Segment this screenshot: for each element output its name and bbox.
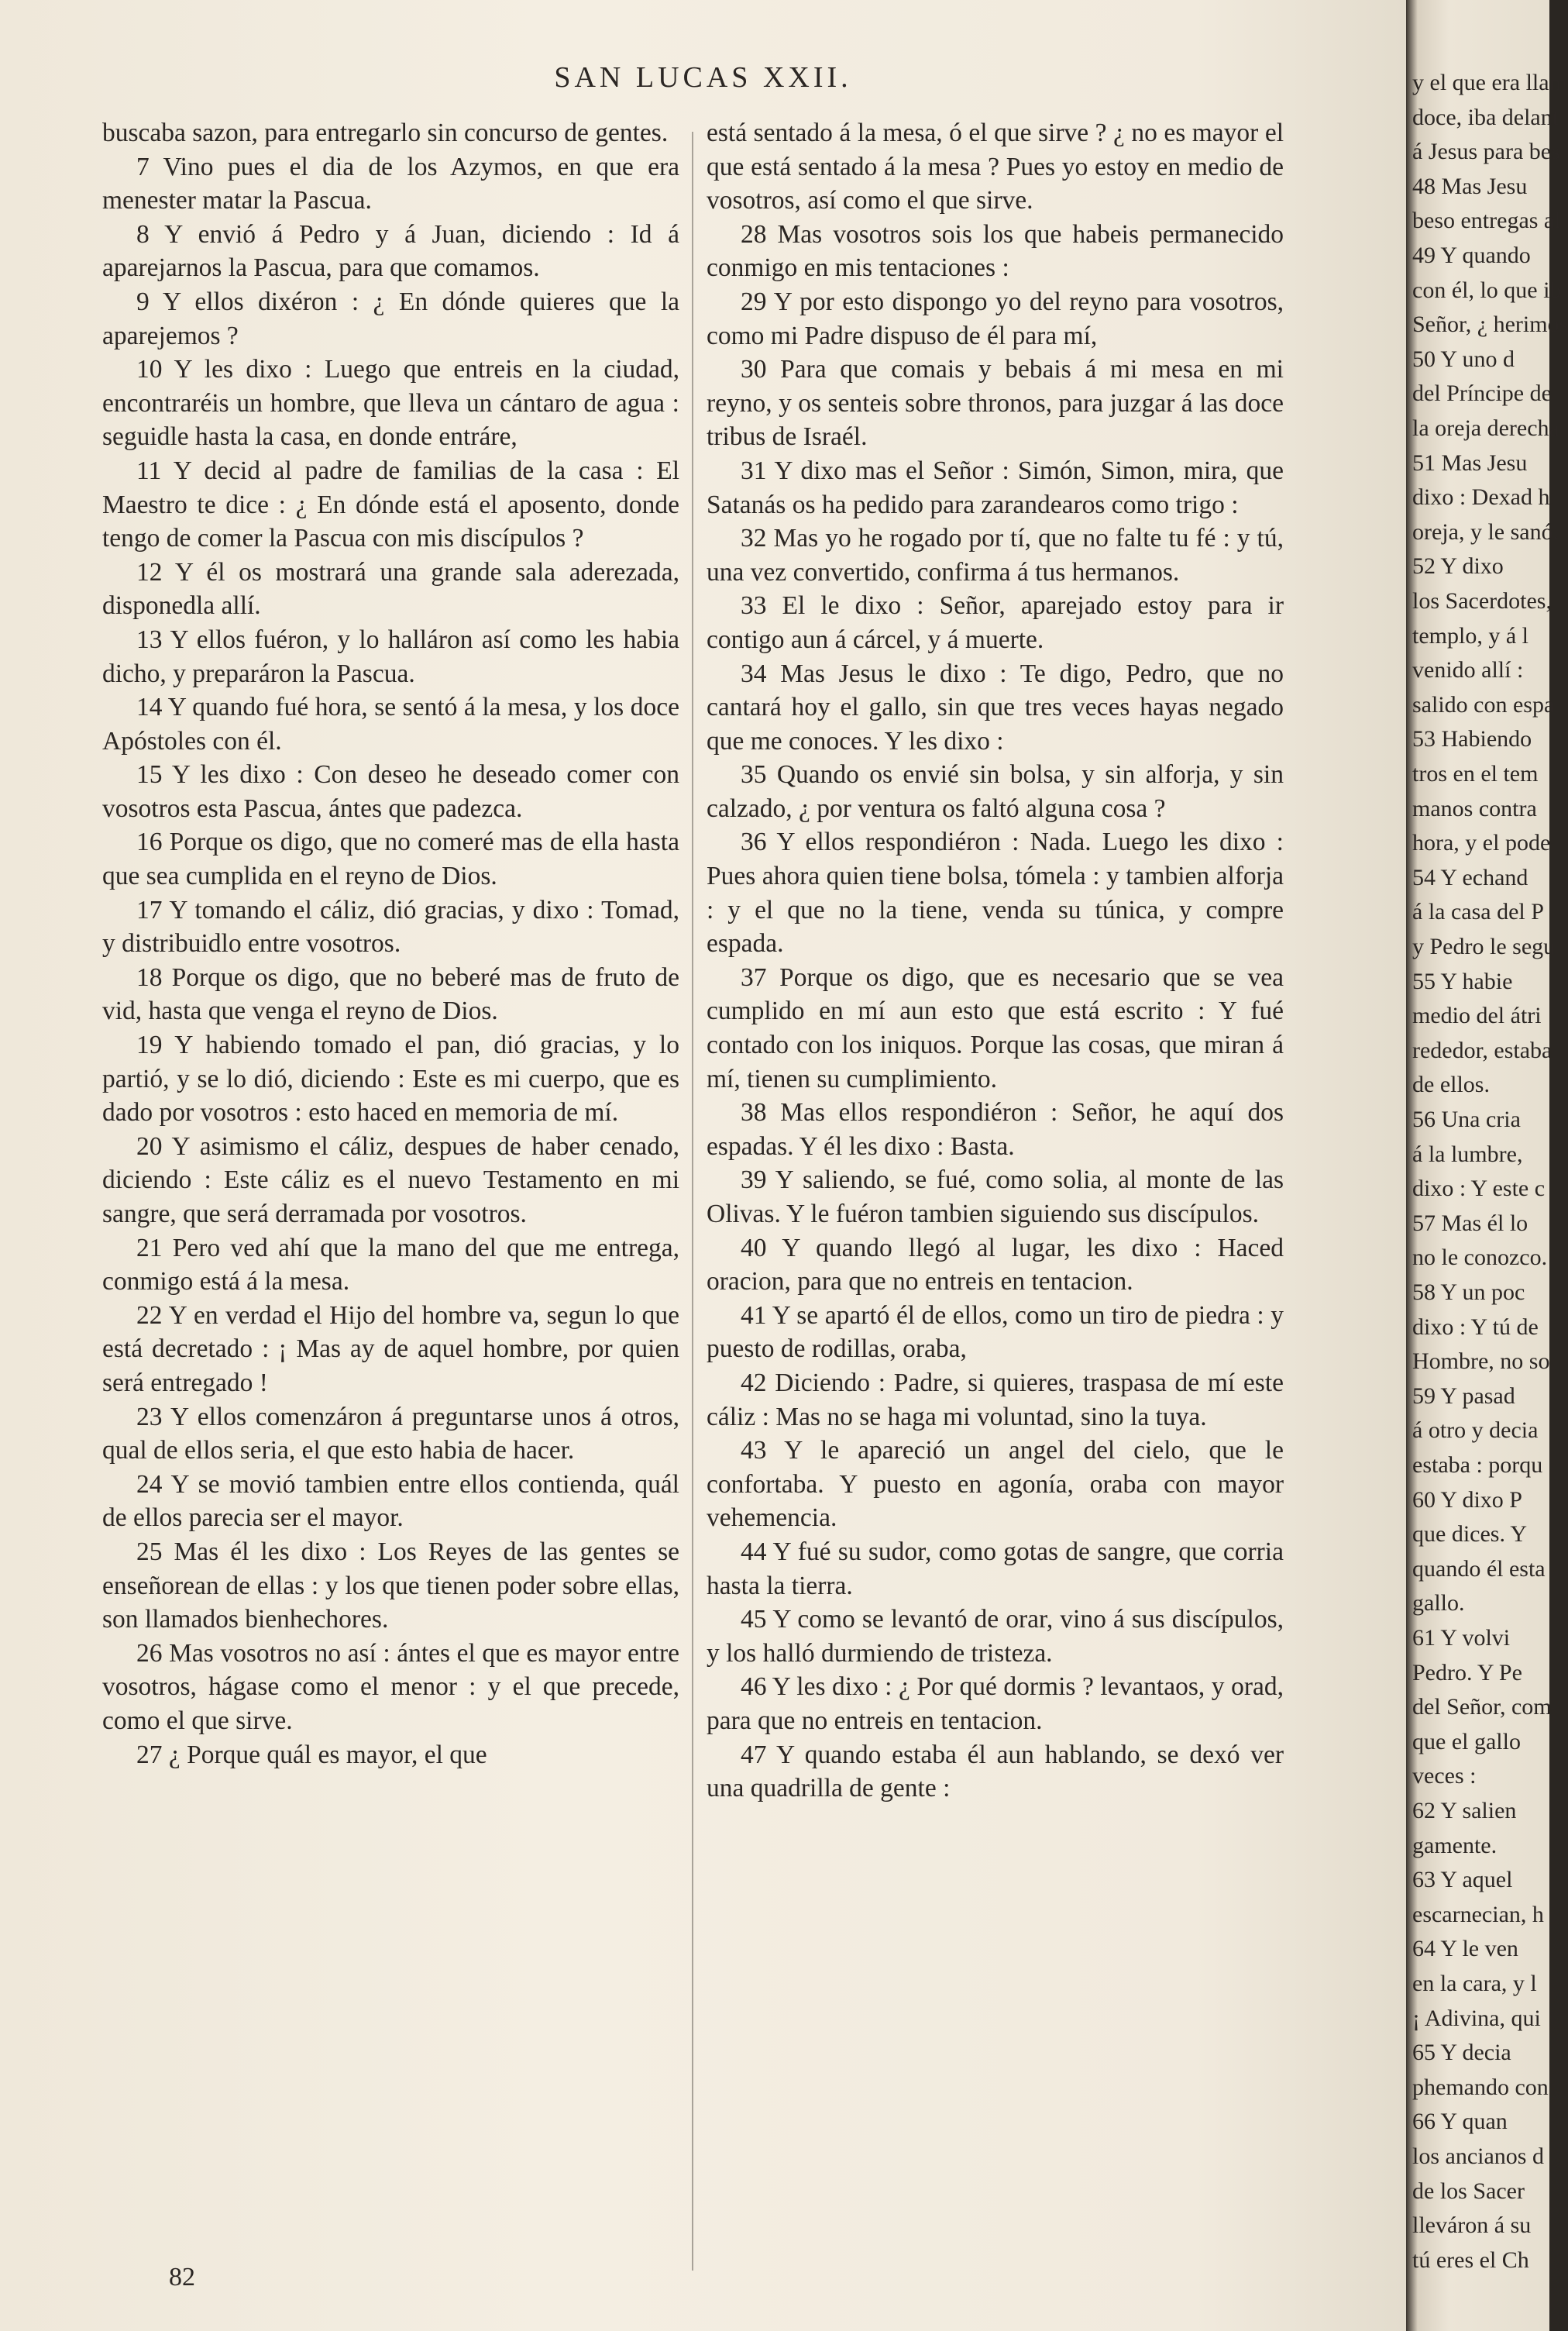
facing-page-fragment: venido allí : [1412,657,1524,683]
facing-page-fragment: templo, y á l [1412,622,1528,649]
verse: 7 Vino pues el dia de los Azymos, en que era menester matar la Pascua. [102,152,679,215]
facing-page-fragment: veces : [1412,1763,1477,1789]
facing-page-fragment: no le conozco. [1412,1245,1548,1271]
facing-page-fragment: que el gallo [1412,1728,1521,1754]
verse: 31 Y dixo mas el Señor : Simón, Simon, mira, que Satanás os ha pedido para zarandearos como trigo : [707,456,1284,519]
verse: 16 Porque os digo, que no comeré mas de ella hasta que sea cumplida en el reyno de Dios. [102,828,679,891]
verse: 8 Y envió á Pedro y á Juan, diciendo : Id á aparejarnos la Pascua, para que comamos. [102,219,679,283]
verse: 23 Y ellos comenzáron á preguntarse unos á otros, qual de ellos seria, el que esto habia de hacer. [102,1402,679,1465]
facing-page-fragment: gamente. [1412,1832,1498,1858]
facing-page-fragment: 61 Y volvi [1412,1625,1511,1651]
facing-page-fragment: Señor, ¿ herimos [1412,312,1568,338]
facing-page-fragment: de ellos. [1412,1072,1490,1098]
verse: 35 Quando os envié sin bolsa, y sin alforja, y sin calzado, ¿ por ventura os faltó alguna cosa ? [707,760,1284,823]
facing-page-fragment: 63 Y aquel [1412,1867,1513,1893]
facing-page-fragment: gallo. [1412,1590,1465,1617]
running-header: SAN LUCAS XXII. [554,61,852,94]
verse: 28 Mas vosotros sois los que habeis permanecido conmigo en mis tentaciones : [707,219,1284,283]
facing-page-fragment: dixo : Y tú de [1412,1314,1539,1340]
verse: 39 Y saliendo, se fué, como solia, al monte de las Olivas. Y le fuéron tambien siguiendo sus discípulos. [707,1166,1284,1228]
verse: 24 Y se movió tambien entre ellos contienda, quál de ellos parecia ser el mayor. [102,1469,679,1533]
facing-page-fragment: 50 Y uno d [1412,346,1515,372]
verse: 45 Y como se levantó de orar, vino á sus discípulos, y los halló durmiendo de tristeza. [707,1605,1284,1668]
facing-page-fragment: á la casa del P [1412,899,1544,925]
verse: 40 Y quando llegó al lugar, les dixo : Haced oracion, para que no entreis en tentacion. [707,1233,1284,1296]
verse: 11 Y decid al padre de familias de la casa : El Maestro te dice : ¿ En dónde está el aposento, donde tengo de comer la Pascua con mis discípulos ? [102,456,679,553]
facing-page-fragment: los ancianos d [1412,2143,1544,2169]
facing-page-fragment: doce, iba delant [1412,104,1559,130]
facing-page-fragment: 64 Y le ven [1412,1936,1518,1962]
verse: 27 ¿ Porque quál es mayor, el que [136,1740,487,1769]
facing-page-fragment: hora, y el pode [1412,830,1551,856]
verse: 36 Y ellos respondiéron : Nada. Luego les dixo : Pues ahora quien tiene bolsa, tómela : y tambien alforja : y el que no la tiene, venda su túnica, y compre espada. [707,828,1284,959]
facing-page-fragment: escarnecian, h [1412,1901,1544,1927]
verse: 12 Y él os mostrará una grande sala aderezada, disponedla allí. [102,557,679,621]
facing-page-fragment: en la cara, y l [1412,1971,1537,1996]
facing-page-fragment: quando él esta [1412,1555,1546,1582]
verse: 17 Y tomando el cáliz, dió gracias, y dixo : Tomad, y distribuidlo entre vosotros. [102,895,679,959]
facing-page-fragment: 60 Y dixo P [1412,1486,1522,1513]
facing-page-fragment: lleváron á su [1412,2212,1532,2239]
facing-page-fragment: los Sacerdotes, [1412,588,1552,614]
facing-page-fragment: 62 Y salien [1412,1798,1517,1823]
verse: 19 Y habiendo tomado el pan, dió gracias, y lo partió, y se lo dió, diciendo : Este es mi cuerpo, que es dado por vosotros : esto haced en memoria de mí. [102,1031,679,1128]
verse: 15 Y les dixo : Con deseo he deseado comer con vosotros esta Pascua, ántes que padezca. [102,760,679,823]
page-number: 82 [169,2263,195,2291]
verse: 26 Mas vosotros no así : ántes el que es mayor entre vosotros, hágase como el menor : y el que precede, como el que sirve. [102,1638,679,1735]
facing-page-fragment: á otro y decia [1412,1417,1539,1444]
facing-page-fragment: 52 Y dixo [1412,553,1504,580]
verse: 25 Mas él les dixo : Los Reyes de las gentes se enseñorean de ellas : y los que tienen poder sobre ellas, son llamados bienhechores. [102,1537,679,1634]
facing-page-fragment: tú eres el Ch [1412,2247,1529,2273]
facing-page-fragment: de los Sacer [1412,2178,1525,2204]
verse: 38 Mas ellos respondiéron : Señor, he aquí dos espadas. Y él les dixo : Basta. [707,1098,1284,1161]
verse: 13 Y ellos fuéron, y lo halláron así como les habia dicho, y preparáron la Pascua. [102,625,679,688]
verse: 37 Porque os digo, que es necesario que se vea cumplido en mí aun esto que está escrito : Y fué contado con los iniquos. Porque las cosas, que miran á mí, tienen su cumplimiento. [707,962,1284,1093]
facing-page-fragment: y Pedro le segu [1412,934,1556,959]
verse: 32 Mas yo he rogado por tí, que no falte tu fé : y tú, una vez convertido, confirma á tus hermanos. [707,524,1284,587]
facing-page-fragment: dixo : Y este c [1412,1176,1546,1202]
verse: 29 Y por esto dispongo yo del reyno para vosotros, como mi Padre dispuso de él para mí, [707,287,1284,350]
facing-page-fragment: la oreja derecha [1412,415,1559,441]
verse: 10 Y les dixo : Luego que entreis en la ciudad, encontraréis un hombre, que lleva un cántaro de agua : seguidle hasta la casa, en donde entráre, [102,355,679,452]
facing-page-fragment: tros en el tem [1412,761,1539,787]
verse: 21 Pero ved ahí que la mano del que me entrega, conmigo está á la mesa. [102,1233,679,1296]
verse: 33 El le dixo : Señor, aparejado estoy para ir contigo aun á cárcel, y á muerte. [707,591,1284,654]
right-column [707,116,1284,1806]
facing-page-fragment: Hombre, no so [1412,1348,1550,1375]
facing-page-fragment: 51 Mas Jesu [1412,449,1528,476]
left-column [102,116,679,1771]
facing-page-fragment: salido con espa [1412,691,1555,718]
facing-page-fragment: 56 Una cria [1412,1107,1521,1132]
facing-page-fragment: 59 Y pasad [1412,1382,1515,1409]
facing-page-fragment: 54 Y echand [1412,864,1528,890]
facing-page-fragment: 66 Y quan [1412,2109,1508,2135]
facing-page-fragment: del Príncipe de [1412,380,1552,407]
verse-continuation: está sentado á la mesa, ó el que sirve ? ¿ no es mayor el que está sentado á la mesa ? Pues yo estoy en medio de vosotros, así como el que sirve. [707,119,1284,215]
facing-page-fragment: 53 Habiendo [1412,726,1532,752]
facing-page-fragment: beso entregas al [1412,208,1561,234]
facing-page-fragment: 57 Mas él lo [1412,1210,1528,1236]
facing-page-fragment: phemando con [1412,2074,1549,2100]
verse: 44 Y fué su sudor, como gotas de sangre, que corria hasta la tierra. [707,1537,1284,1600]
facing-page-fragment: que dices. Y [1412,1521,1528,1548]
verse: 42 Diciendo : Padre, si quieres, traspasa de mí este cáliz : Mas no se haga mi voluntad, sino la tuya. [707,1368,1284,1431]
verse: 34 Mas Jesus le dixo : Te digo, Pedro, que no cantará hoy el gallo, sin que tres veces hayas negado que me conoces. Y les dixo : [707,659,1284,756]
facing-page-fragment: del Señor, com [1412,1694,1552,1720]
facing-page-fragment: estaba : porqu [1412,1452,1543,1478]
facing-page-fragment: dixo : Dexad h [1412,484,1550,511]
verse-continuation: buscaba sazon, para entregarlo sin concurso de gentes. [102,119,669,147]
column-rule [692,132,693,2271]
verse: 22 Y en verdad el Hijo del hombre va, segun lo que está decretado : ¡ Mas ay de aquel hombre, por quien será entregado ! [102,1300,679,1397]
facing-page-fragment: Pedro. Y Pe [1412,1659,1522,1685]
verse: 14 Y quando fué hora, se sentó á la mesa, y los doce Apóstoles con él. [102,693,679,756]
facing-page-fragment: rededor, estaba [1412,1037,1553,1063]
verse: 9 Y ellos dixéron : ¿ En dónde quieres que la aparejemos ? [102,287,679,350]
facing-page-fragment: 65 Y decia [1412,2040,1511,2066]
verse: 46 Y les dixo : ¿ Por qué dormis ? levantaos, y orad, para que no entreis en tentacion. [707,1672,1284,1735]
facing-page-fragment: á Jesus para bes [1412,139,1560,165]
facing-page-fragment: 55 Y habie [1412,968,1513,994]
facing-page-fragment: 48 Mas Jesu [1412,173,1528,199]
facing-page-fragment: medio del átri [1412,1003,1542,1029]
facing-page-fragment: oreja, y le sanó. [1412,518,1559,545]
verse: 43 Y le apareció un angel del cielo, que le confortaba. Y puesto en agonía, oraba con mayor vehemencia. [707,1436,1284,1533]
verse: 41 Y se apartó él de ellos, como un tiro de piedra : y puesto de rodillas, oraba, [707,1300,1284,1364]
verse: 30 Para que comais y bebais á mi mesa en mi reyno, y os senteis sobre thronos, para juzgar á las doce tribus de Israél. [707,355,1284,452]
facing-page-edge [1406,0,1568,2331]
verse: 47 Y quando estaba él aun hablando, se dexó ver una quadrilla de gente : [707,1740,1284,1803]
verse: 18 Porque os digo, que no beberé mas de fruto de vid, hasta que venga el reyno de Dios. [102,962,679,1026]
facing-page-fragment: á la lumbre, [1412,1141,1523,1167]
facing-page-fragment: manos contra [1412,795,1537,821]
facing-page-fragment: 49 Y quando [1412,243,1531,268]
facing-page-fragment: 58 Y un poc [1412,1279,1525,1305]
verse: 20 Y asimismo el cáliz, despues de haber cenado, diciendo : Este cáliz es el nuevo Testamento en mi sangre, que será derramada por vosotros. [102,1131,679,1228]
facing-page-fragment: y el que era llam [1412,70,1567,95]
facing-page-fragment: ¡ Adivina, qui [1412,2005,1541,2031]
facing-page-fragment: con él, lo que ib [1412,277,1562,303]
